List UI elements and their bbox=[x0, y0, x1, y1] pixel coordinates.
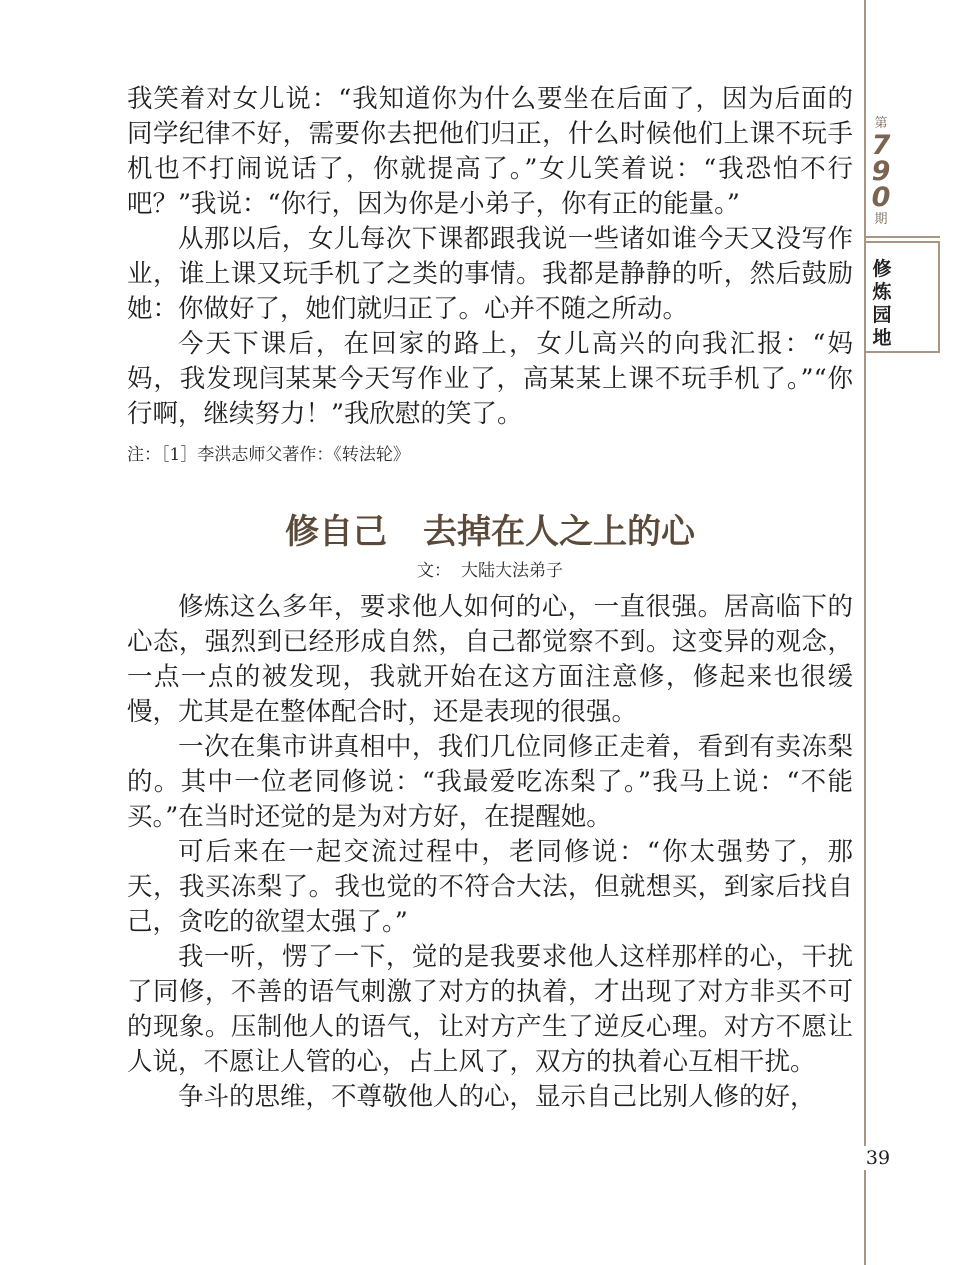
byline bbox=[127, 558, 853, 584]
title-part: 去掉在人之上的心 bbox=[423, 512, 695, 552]
article-paragraph: 我笑着对女儿说：“我知道你为什么要坐在后面了，因为后面的同学纪律不好，需要你去把他们归正，什么时候他们上课不玩手机也不打闹说话了，你就提高了。”女儿笑着说：“我恐怕不行吧？”我说：“你行，因为你是小弟子，你有正的能量。” bbox=[127, 84, 853, 219]
section-label: 修炼园地 bbox=[872, 258, 892, 349]
page-body bbox=[127, 82, 853, 1115]
footnote: 注：［1］李洪志师父著作：《转法轮》 bbox=[127, 445, 410, 465]
page-number: 39 bbox=[858, 1146, 898, 1170]
article-paragraph: 争斗的思维，不尊敬他人的心，显示自己比别人修的好， bbox=[178, 1082, 816, 1112]
byline-label: 文： bbox=[417, 561, 451, 581]
article-paragraph: 我一听，愣了一下，觉的是我要求他人这样那样的心，干扰了同修，不善的语气刺激了对方的执着，才出现了对方非买不可的现象。压制他人的语气，让对方产生了逆反心理。对方不愿让人说，不愿让人管的心，占上风了，双方的执着心互相干扰。 bbox=[127, 942, 853, 1077]
issue-indicator bbox=[866, 115, 896, 229]
title-part: 修自己 bbox=[285, 512, 387, 552]
issue-digit: 0 bbox=[871, 182, 891, 213]
section-divider bbox=[866, 236, 940, 238]
issue-digit: 7 bbox=[871, 130, 891, 161]
issue-digit: 9 bbox=[871, 156, 891, 187]
article-paragraph: 今天下课后，在回家的路上，女儿高兴的向我汇报：“妈妈，我发现闫某某今天写作业了，高某某上课不玩手机了。”“你行啊，继续努力！”我欣慰的笑了。 bbox=[127, 329, 853, 429]
article-paragraph: 可后来在一起交流过程中，老同修说：“你太强势了，那天，我买冻梨了。我也觉的不符合大法，但就想买，到家后找自己，贪吃的欲望太强了。” bbox=[127, 837, 853, 937]
article-title bbox=[127, 510, 853, 554]
article-paragraph: 修炼这么多年，要求他人如何的心，一直很强。居高临下的心态，强烈到已经形成自然，自己都觉察不到。这变异的观念，一点一点的被发现，我就开始在这方面注意修，修起来也很缓慢，尤其是在整体配合时，还是表现的很强。 bbox=[127, 592, 853, 727]
issue-suffix: 期 bbox=[874, 212, 888, 227]
issue-prefix: 第 bbox=[874, 116, 888, 131]
article-paragraph: 从那以后，女儿每次下课都跟我说一些诸如谁今天又没写作业，谁上课又玩手机了之类的事情。我都是静静的听，然后鼓励她：你做好了，她们就归正了。心并不随之所动。 bbox=[127, 224, 853, 324]
byline-author: 大陆大法弟子 bbox=[461, 561, 563, 581]
article-paragraph: 一次在集市讲真相中，我们几位同修正走着，看到有卖冻梨的。其中一位老同修说：“我最爱吃冻梨了。”我马上说：“不能买。”在当时还觉的是为对方好，在提醒她。 bbox=[127, 732, 853, 832]
